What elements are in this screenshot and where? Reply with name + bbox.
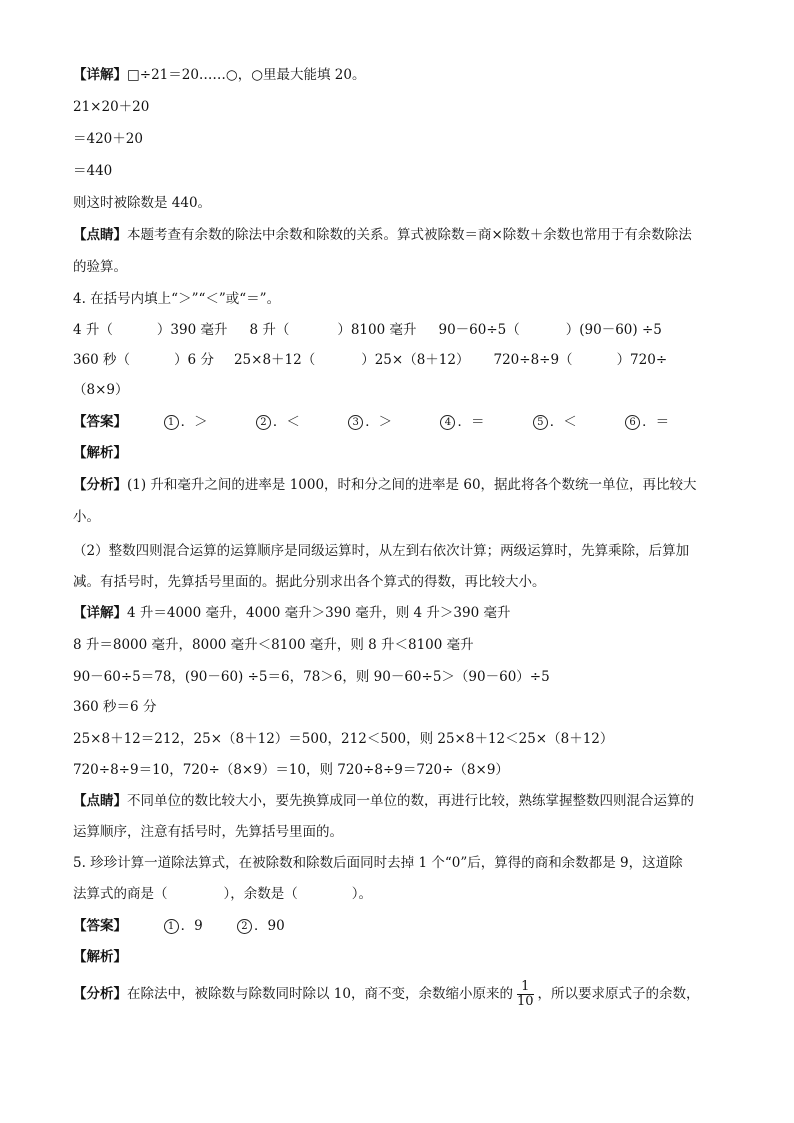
answer-5-line: [73, 917, 285, 935]
fenxi-text: (1) 升和毫升之间的进率是 1000，时和分之间的进率是 60，据此将各个数统一单位，再比较大: [127, 477, 697, 493]
detail-4-line-2: 8 升＝8000 毫升，8000 毫升＜8100 毫升，则 8 升＜8100 毫升: [73, 637, 474, 653]
q4-item-k: 720÷8÷9（: [493, 352, 573, 368]
answer-4-item: 6 ．＝: [625, 414, 669, 430]
analysis-tag: 【解析】: [73, 949, 127, 965]
calc-line-3: ＝440: [73, 163, 113, 179]
q4-item-i: 25×8＋12（: [233, 352, 316, 368]
detail-tag: 【详解】: [73, 605, 127, 621]
detail-4-line-1: 【详解】4 升＝4000 毫升，4000 毫升＞390 毫升，则 4 升＞390 毫升: [73, 605, 511, 621]
calc-line-1: 21×20＋20: [73, 99, 150, 115]
q4-item-b: ）390 毫升: [156, 322, 228, 338]
detail-4-line-3: 90－60÷5＝78，(90－60) ÷5＝6，78＞6，则 90－60÷5＞（90－60）÷5: [73, 669, 550, 685]
answer-tag: 【答案】: [73, 918, 127, 934]
detail-line-1: [73, 66, 365, 84]
answer-4-item: 4 ．＝: [440, 414, 484, 430]
answer-4-item: 1 ．＞: [164, 414, 208, 430]
circled-number: 1: [164, 415, 179, 430]
answer-5-item: 1 ．9: [164, 918, 203, 934]
q4-item-c: 8 升（: [249, 322, 290, 338]
fenxi-line-4: 减。有括号时，先算括号里面的。据此分别求出各个算式的得数，再比较大小。: [73, 574, 546, 590]
point-4-line-2: 运算顺序，注意有括号时，先算括号里面的。: [73, 824, 343, 840]
fenxi-line-2: 小。: [73, 509, 100, 525]
fraction-denominator: 10: [516, 994, 534, 1009]
detail-4-line-6: 720÷8÷9＝10，720÷（8×9）＝10，则 720÷8÷9＝720÷（8×9）: [73, 762, 509, 778]
answer-4-item: 5 ．＜: [533, 414, 577, 430]
analysis-tag: 【解析】: [73, 445, 127, 461]
point-line-1: [73, 226, 692, 244]
question-4-row-3: （8×9）: [73, 382, 129, 398]
fraction-numerator: 1: [517, 980, 534, 995]
question-5-line-2: 法算式的商是（ ），余数是（ ）。: [73, 886, 372, 902]
q4-item-j: ）25×（8＋12）: [361, 352, 470, 368]
fenxi-5-line: 【分析】在除法中，被除数与除数同时除以 10，商不变，余数缩小原来的 $\frac{1}{10}$ ，所以要求原式子的余数，: [73, 979, 700, 1009]
answer-5-item: 2 ．90: [237, 918, 285, 934]
fenxi-tag: 【分析】: [73, 477, 127, 493]
question-4-row-2: [73, 351, 667, 369]
calc-line-2: ＝420＋20: [73, 131, 143, 147]
q4-item-l: ）720÷: [616, 352, 668, 368]
q4-item-d: ）8100 毫升: [337, 322, 417, 338]
answer-4-item: 2 ．＜: [256, 414, 300, 430]
detail-tag: 【详解】: [73, 67, 127, 83]
circled-number: 1: [164, 919, 179, 934]
answer-4-item: 3 ．＞: [348, 414, 392, 430]
question-5-line-1: 5. 珍珍计算一道除法算式，在被除数和除数后面同时去掉 1 个“0”后，算得的商和余数都是 9，这道除: [73, 855, 683, 871]
q4-item-e: 90－60÷5（: [438, 322, 520, 338]
q4-item-f: ）(90－60) ÷5: [565, 322, 662, 338]
circled-number: 3: [348, 415, 363, 430]
fenxi-line-1: [73, 476, 697, 494]
fenxi-line-3: （2）整数四则混合运算的运算顺序是同级运算时，从左到右依次计算；两级运算时，先算乘除，后算加: [73, 543, 690, 559]
q4-item-g: 360 秒（: [73, 352, 131, 368]
point-4-line-1: 【点睛】不同单位的数比较大小，要先换算成同一单位的数，再进行比较，熟练掌握整数四则混合运算的: [73, 793, 694, 809]
circled-number: 5: [533, 415, 548, 430]
answer-4-line: [73, 413, 669, 431]
circled-number: 4: [440, 415, 455, 430]
point-tag: 【点睛】: [73, 793, 127, 809]
detail-4-line-5: 25×8＋12＝212，25×（8＋12）＝500，212＜500，则 25×8＋12＜25×（8＋12）: [73, 731, 614, 747]
circled-number: 2: [237, 919, 252, 934]
question-4-stem: 4. 在括号内填上“＞”“＜”或“＝”。: [73, 291, 281, 307]
circled-number: 2: [256, 415, 271, 430]
point-text: 本题考查有余数的除法中余数和除数的关系。算式被除数＝商×除数＋余数也常用于有余数除法: [127, 227, 692, 243]
question-4-row-1: [73, 321, 662, 339]
fenxi-tag: 【分析】: [73, 986, 127, 1002]
circled-number: 6: [625, 415, 640, 430]
detail-text: □÷21＝20……○，○里最大能填 20。: [127, 67, 366, 83]
point-line-2: 的验算。: [73, 259, 127, 275]
point-tag: 【点睛】: [73, 227, 127, 243]
detail-4-line-4: 360 秒＝6 分: [73, 699, 157, 715]
q4-item-h: ）6 分: [174, 352, 214, 368]
answer-tag: 【答案】: [73, 414, 127, 430]
conclusion-line: 则这时被除数是 440。: [73, 195, 212, 211]
q4-item-a: 4 升（: [73, 322, 113, 338]
fraction: [517, 980, 534, 1009]
